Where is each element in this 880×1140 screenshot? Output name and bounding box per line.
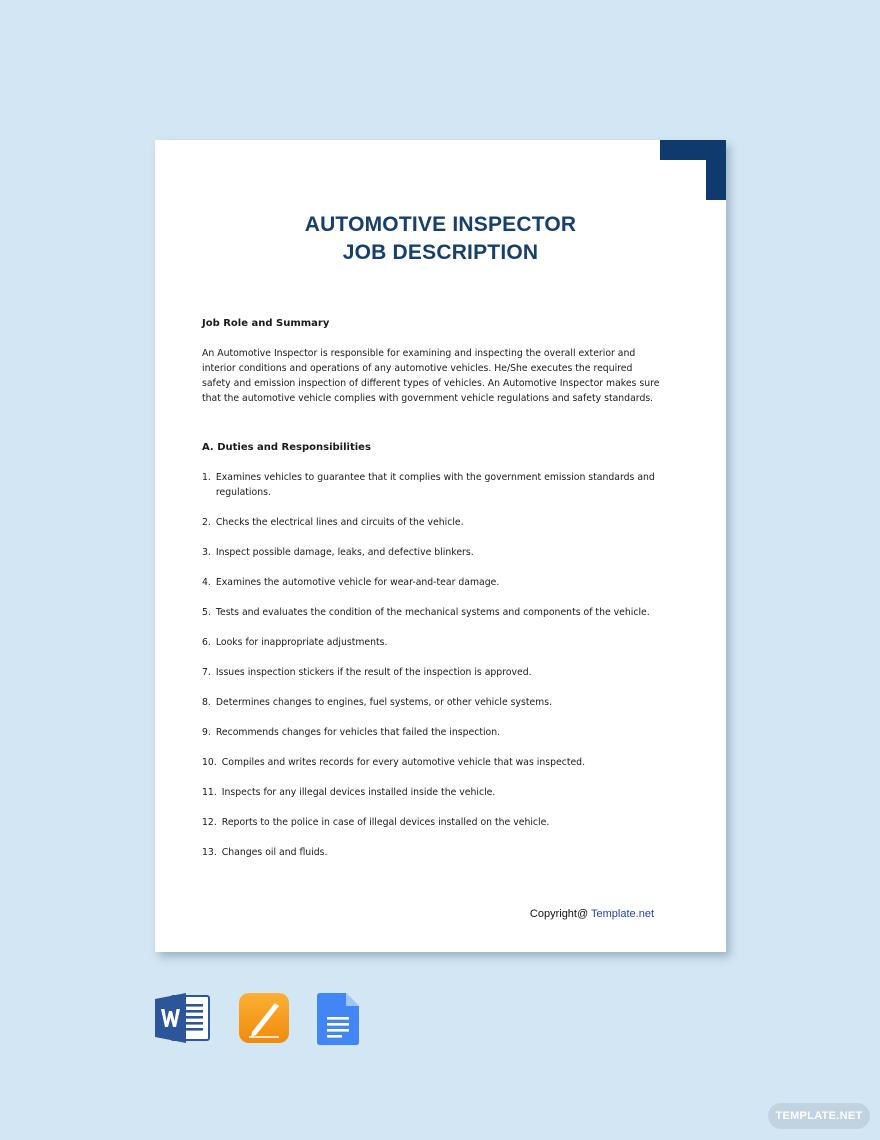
duty-text: Examines vehicles to guarantee that it complies with the government emission standards and regulations.	[215, 472, 655, 498]
duty-item	[202, 755, 662, 770]
duty-item	[202, 815, 662, 830]
duty-number: 2.	[202, 517, 211, 528]
duty-text: Changes oil and fluids.	[221, 847, 328, 858]
duty-number: 10.	[202, 757, 217, 768]
duties-list	[202, 470, 662, 860]
duty-text: Tests and evaluates the condition of the mechanical systems and components of the vehicle.	[215, 607, 650, 618]
pages-icon[interactable]	[239, 993, 289, 1043]
title-line-2: JOB DESCRIPTION	[342, 241, 539, 264]
word-icon[interactable]	[155, 993, 211, 1043]
duty-number: 4.	[202, 577, 211, 588]
duty-text: Issues inspection stickers if the result of the inspection is approved.	[215, 667, 532, 678]
duty-number: 11.	[202, 787, 217, 798]
duty-item	[202, 545, 662, 560]
duty-text: Compiles and writes records for every automotive vehicle that was inspected.	[221, 757, 586, 768]
duty-number: 13.	[202, 847, 217, 858]
duty-number: 1.	[202, 472, 211, 483]
summary-heading: Job Role and Summary	[202, 318, 330, 329]
duty-text: Examines the automotive vehicle for wear-and-tear damage.	[215, 577, 500, 588]
duty-text: Determines changes to engines, fuel systems, or other vehicle systems.	[215, 697, 553, 708]
title-line-1: AUTOMOTIVE INSPECTOR	[304, 213, 577, 236]
document-page	[155, 140, 726, 952]
duty-number: 7.	[202, 667, 211, 678]
duty-text: Looks for inappropriate adjustments.	[215, 637, 388, 648]
duty-item	[202, 575, 662, 590]
document-title	[155, 211, 726, 267]
summary-paragraph: An Automotive Inspector is responsible for examining and inspecting the overall exterior and interior conditions and operations of any automotive vehicles. He/She executes the required safety and emission inspection of different types of vehicles. An Automotive Inspector makes sure that the automotive vehicle complies with government vehicle regulations and safety standards.	[202, 348, 660, 404]
duty-item	[202, 725, 662, 740]
duty-number: 12.	[202, 817, 217, 828]
corner-accent	[660, 140, 726, 200]
duty-number: 5.	[202, 607, 211, 618]
duty-text: Recommends changes for vehicles that failed the inspection.	[215, 727, 501, 738]
duty-item	[202, 785, 662, 800]
duty-item	[202, 695, 662, 710]
duty-text: Inspects for any illegal devices installed inside the vehicle.	[221, 787, 496, 798]
duty-item	[202, 635, 662, 650]
docs-icon[interactable]	[317, 993, 359, 1045]
template-net-watermark[interactable]: TEMPLATE.NET	[768, 1103, 870, 1129]
duty-number: 3.	[202, 547, 211, 558]
duty-number: 8.	[202, 697, 211, 708]
duty-item	[202, 845, 662, 860]
duty-item	[202, 665, 662, 680]
copyright-notice	[530, 908, 654, 920]
duty-text: Inspect possible damage, leaks, and defective blinkers.	[215, 547, 474, 558]
duty-number: 6.	[202, 637, 211, 648]
copyright-link[interactable]: Template.net	[591, 908, 654, 920]
duty-item	[202, 515, 662, 530]
duty-text: Checks the electrical lines and circuits of the vehicle.	[215, 517, 464, 528]
copyright-prefix: Copyright@	[529, 908, 592, 920]
duty-number: 9.	[202, 727, 211, 738]
duty-text: Reports to the police in case of illegal devices installed on the vehicle.	[221, 817, 550, 828]
duties-heading: A. Duties and Responsibilities	[202, 442, 371, 453]
compatible-apps	[155, 993, 365, 1045]
duty-item	[202, 605, 662, 620]
document-body	[202, 316, 662, 875]
duty-item	[202, 470, 662, 500]
